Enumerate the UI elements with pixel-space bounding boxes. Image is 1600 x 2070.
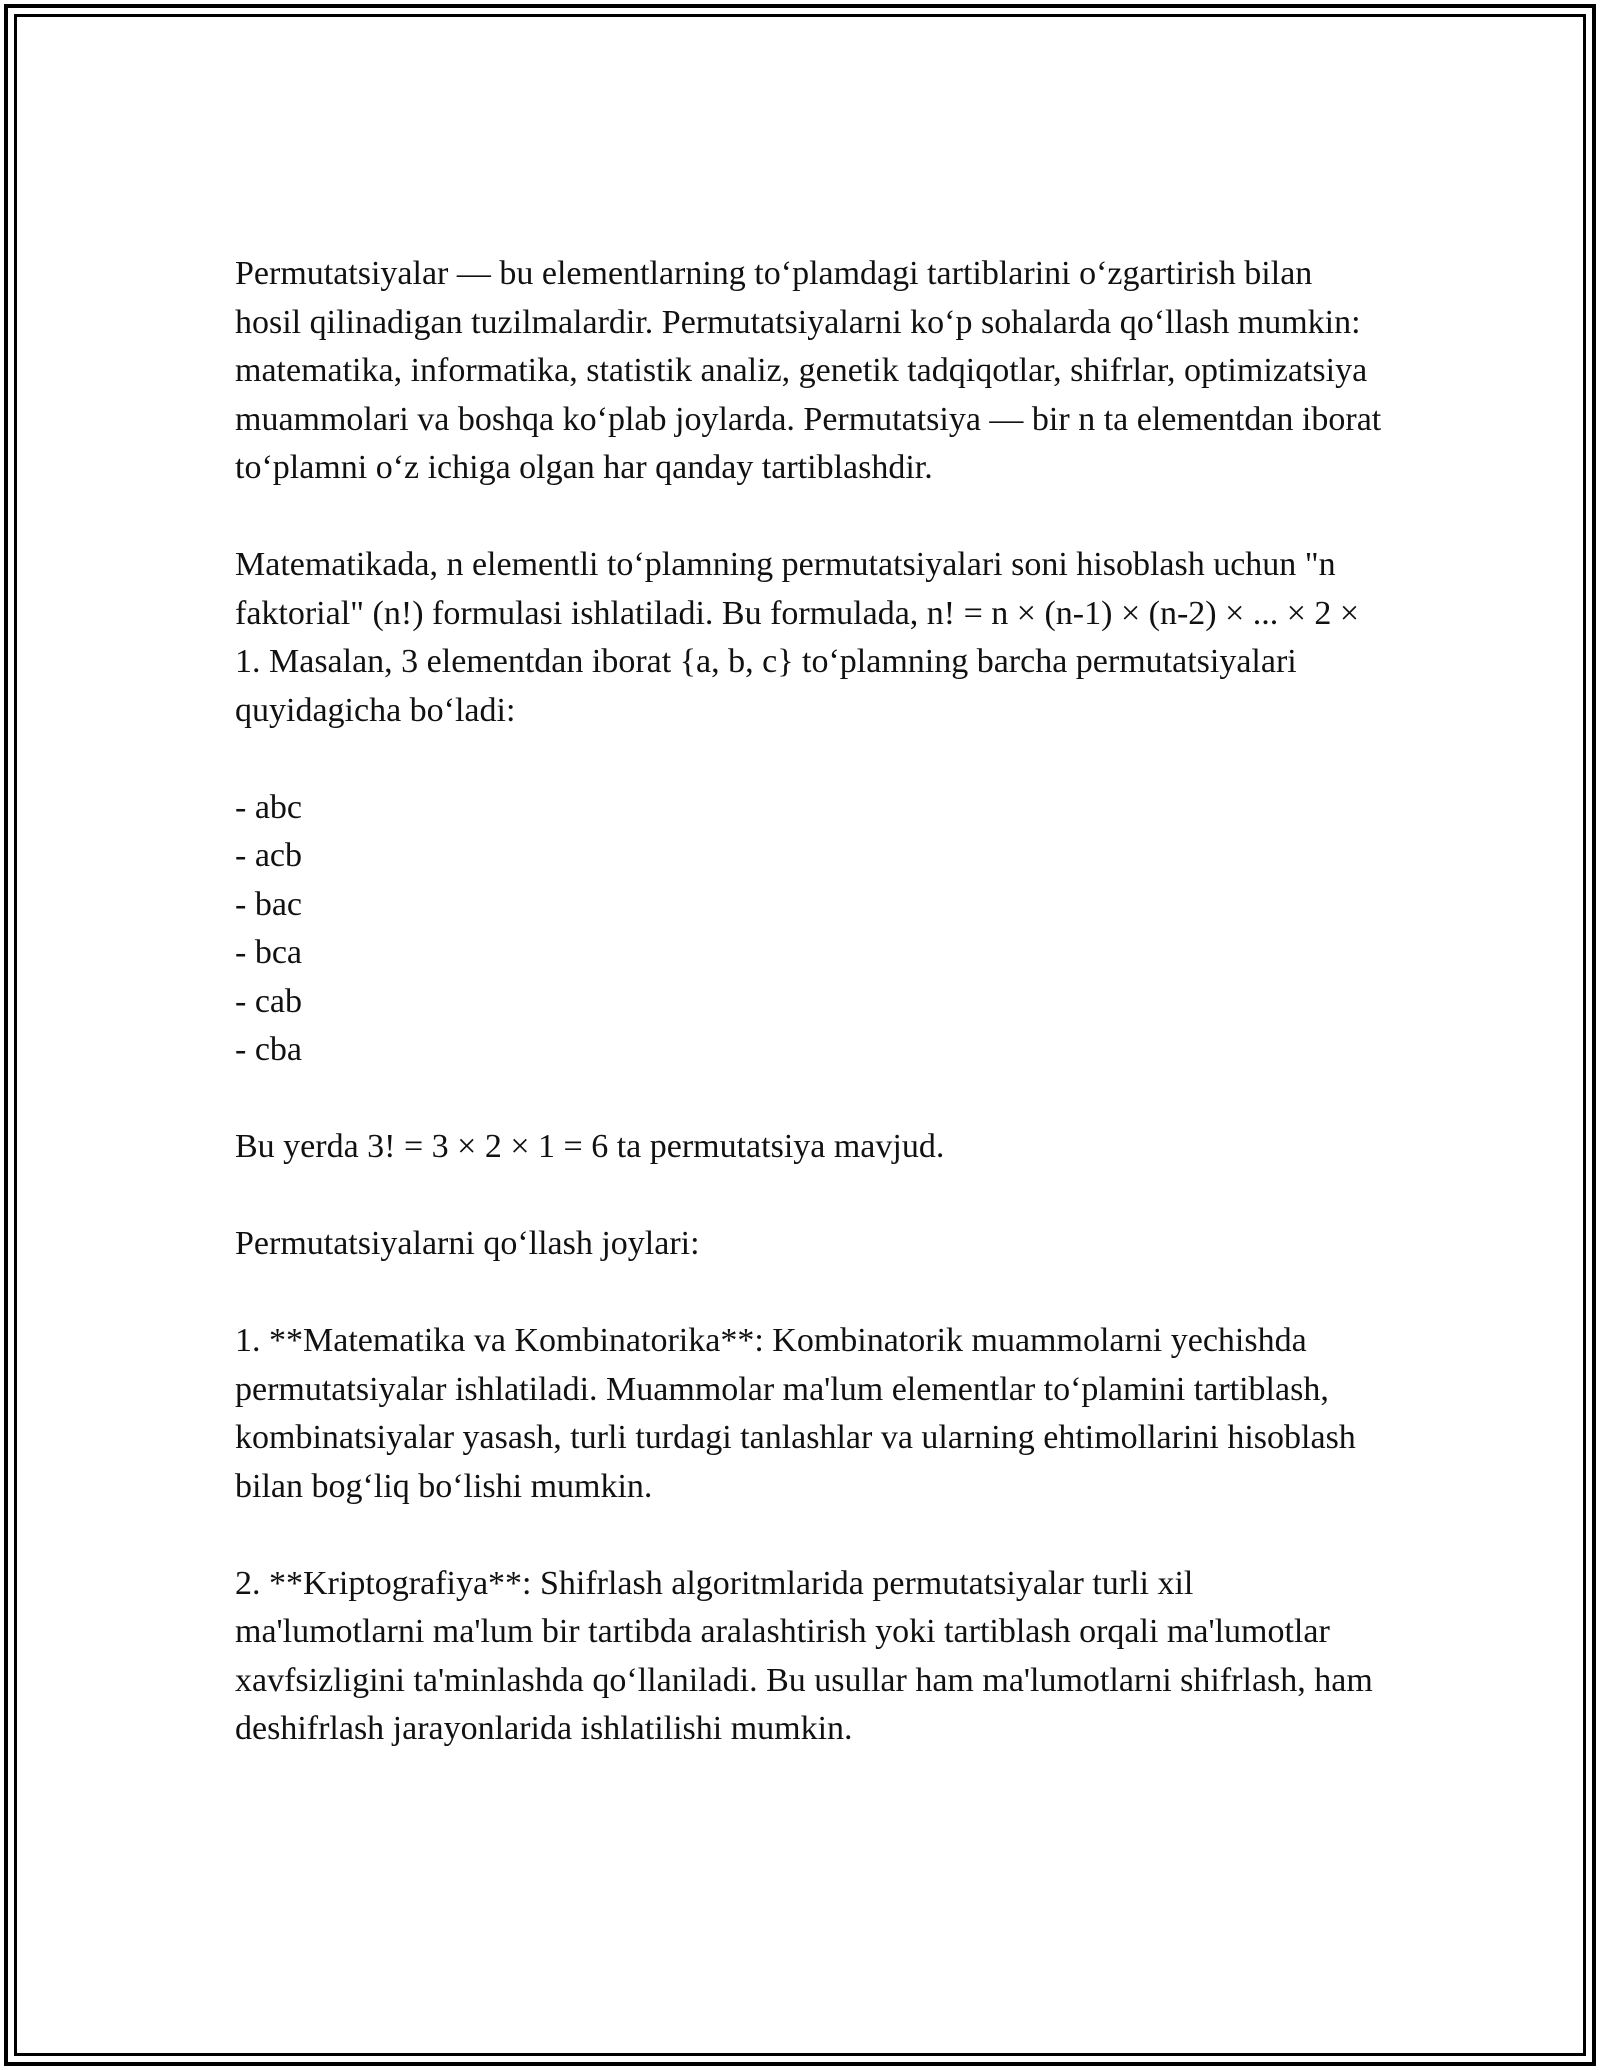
factorial-paragraph: Matematikada, n elementli to‘plamning permutatsiyalari soni hisoblash uchun "n faktorial" (n!) formulasi ishlatiladi. Bu formulada, n! = n × (n-1) × (n-2) × ... × 2 × 1. Masalan, 3 elementdan iborat {a, b, c} to‘plamning barcha permutatsiyalari quyidagicha bo‘ladi: [235,546,1360,729]
list-item: - abc [235,788,303,826]
list-item: - bca [235,934,303,971]
result-line: Bu yerda 3! = 3 × 2 × 1 = 6 ta permutatsiya mavjud. [235,1128,945,1165]
list-item: - cab [235,982,303,1020]
list-item: - acb [235,837,303,874]
applications-heading: Permutatsiyalarni qo‘llash joylari: [235,1225,700,1262]
intro-paragraph: Permutatsiyalar — bu elementlarning to‘plamdagi tartiblarini o‘zgartirish bilan hosil qilinadigan tuzilmalardir. Permutatsiyalarni ko‘p sohalarda qo‘llash mumkin: matematika, informatika, statistik analiz, genetik tadqiqotlar, shifrlar, optimizatsiya muammolari va boshqa ko‘plab joylarda. Permutatsiya — bir n ta elementdan iborat to‘plamni o‘z ichiga olgan har qanday tartiblashdir. [235,255,1382,486]
list-item: - bac [235,885,303,923]
permutation-list [235,784,1385,1075]
application-item-mathematics: 1. **Matematika va Kombinatorika**: Kombinatorik muammolarni yechishda permutatsiyalar ishlatiladi. Muammolar ma'lum elementlar to‘plamini tartiblash, kombinatsiyalar yasash, turli turdagi tanlashlar va ularning ehtimollarini hisoblash bilan bog‘liq bo‘lishi mumkin. [235,1322,1356,1505]
document-body [235,250,1385,1802]
list-item: - cba [235,1031,303,1068]
application-item-cryptography: 2. **Kriptografiya**: Shifrlash algoritmlarida permutatsiyalar turli xil ma'lumotlarni ma'lum bir tartibda aralashtirish yoki tartiblash orqali ma'lumotlar xavfsizligini ta'minlashda qo‘llaniladi. Bu usullar ham ma'lumotlarni shifrlash, ham deshifrlash jarayonlarida ishlatilishi mumkin. [235,1564,1373,1747]
